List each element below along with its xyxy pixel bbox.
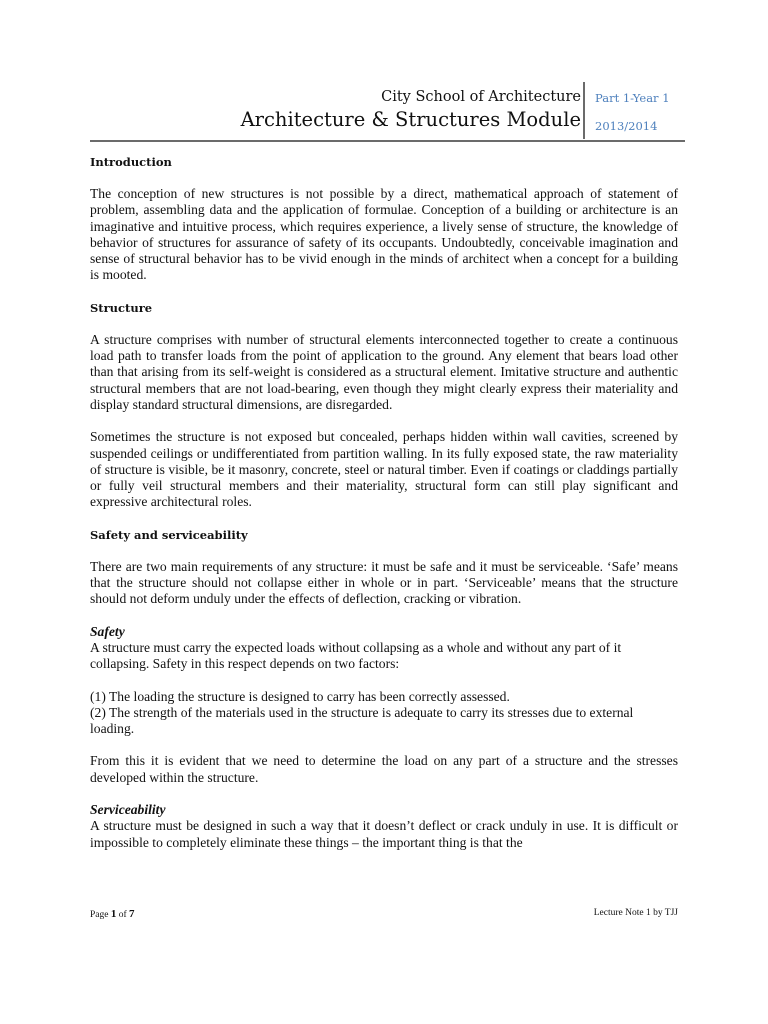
header-divider xyxy=(583,82,585,139)
school-name: City School of Architecture xyxy=(381,89,581,105)
page-number: 1 xyxy=(110,908,117,920)
safety-serviceability-heading: Safety and serviceability xyxy=(90,527,248,542)
safety-paragraph-2: A structure must carry the expected loads without collapsing as a whole and without any part of it collapsing. Safety in this respect depends on two factors: xyxy=(90,639,622,672)
intro-paragraph: The conception of new structures is not possible by a direct, mathematical approach of statement of problem, assembling data and the application of formulae. Conception of a building or architecture is an imaginative and intuitive process, which requires experience, a lively sense of structure, the knowledge of behavior of structures for assurance of safety of its occupants. Undoubtedly, conceivable imagination and sense of structural behavior has to be vivid enough in the minds of architect when a concept for a building is mooted. xyxy=(90,186,678,283)
serviceability-subheading: Serviceability xyxy=(90,802,166,818)
factor-1: (1) The loading the structure is designed to carry has been correctly assessed. xyxy=(90,688,510,704)
page-total: 7 xyxy=(129,908,135,920)
safety-paragraph-1: There are two main requirements of any structure: it must be safe and it must be serviceable. ‘Safe’ means that the structure should not collapse either in whole or in part. ‘Serviceable’ means that the structure should not deform unduly under the effects of deflection, cracking or vibration. xyxy=(90,558,678,607)
academic-year: 2013/2014 xyxy=(595,119,658,133)
page-indicator xyxy=(90,908,135,920)
module-title: Architecture & Structures Module xyxy=(240,108,581,131)
document-body xyxy=(90,154,678,867)
structure-paragraph-1: A structure comprises with number of structural elements interconnected together to create a continuous load path to transfer loads from the point of application to the ground. Any element that bears load other than that arising from its self-weight is considered as a structural element. Imitative structure and authentic structural members that are not load-bearing, even though they might clearly express their materiality and display standard structural dimensions, are disregarded. xyxy=(90,331,678,412)
serviceability-paragraph: A structure must be designed in such a way that it doesn’t deflect or crack unduly in use. It is difficult or impossible to completely eliminate these things – the important thing is that the xyxy=(90,818,678,850)
part-label: Part 1-Year 1 xyxy=(595,91,670,105)
page-label: Page xyxy=(90,910,109,920)
header-rule xyxy=(90,140,685,142)
document-header xyxy=(90,82,685,140)
header-meta xyxy=(595,82,670,134)
intro-heading: Introduction xyxy=(90,155,172,169)
factor-2: (2) The strength of the materials used in the structure is adequate to carry its stresses due to external loading. xyxy=(90,704,634,737)
safety-subheading: Safety xyxy=(90,623,125,639)
of-label: of xyxy=(118,910,127,920)
structure-paragraph-2: Sometimes the structure is not exposed but concealed, perhaps hidden within wall cavities, screened by suspended ceilings or undifferentiated from partition walling. In its fully exposed state, the raw materiality of structure is visible, be it masonry, concrete, steel or natural timber. Even if coatings or claddings partially or fully veil structural members and their materiality, structural form can still play significant and expressive architectural roles. xyxy=(90,429,678,510)
structure-heading: Structure xyxy=(90,300,153,315)
header-titles xyxy=(241,82,581,133)
lecture-note-label: Lecture Note 1 by TJJ xyxy=(593,908,678,918)
safety-paragraph-3: From this it is evident that we need to determine the load on any part of a structure and the stresses developed within the structure. xyxy=(90,753,678,785)
